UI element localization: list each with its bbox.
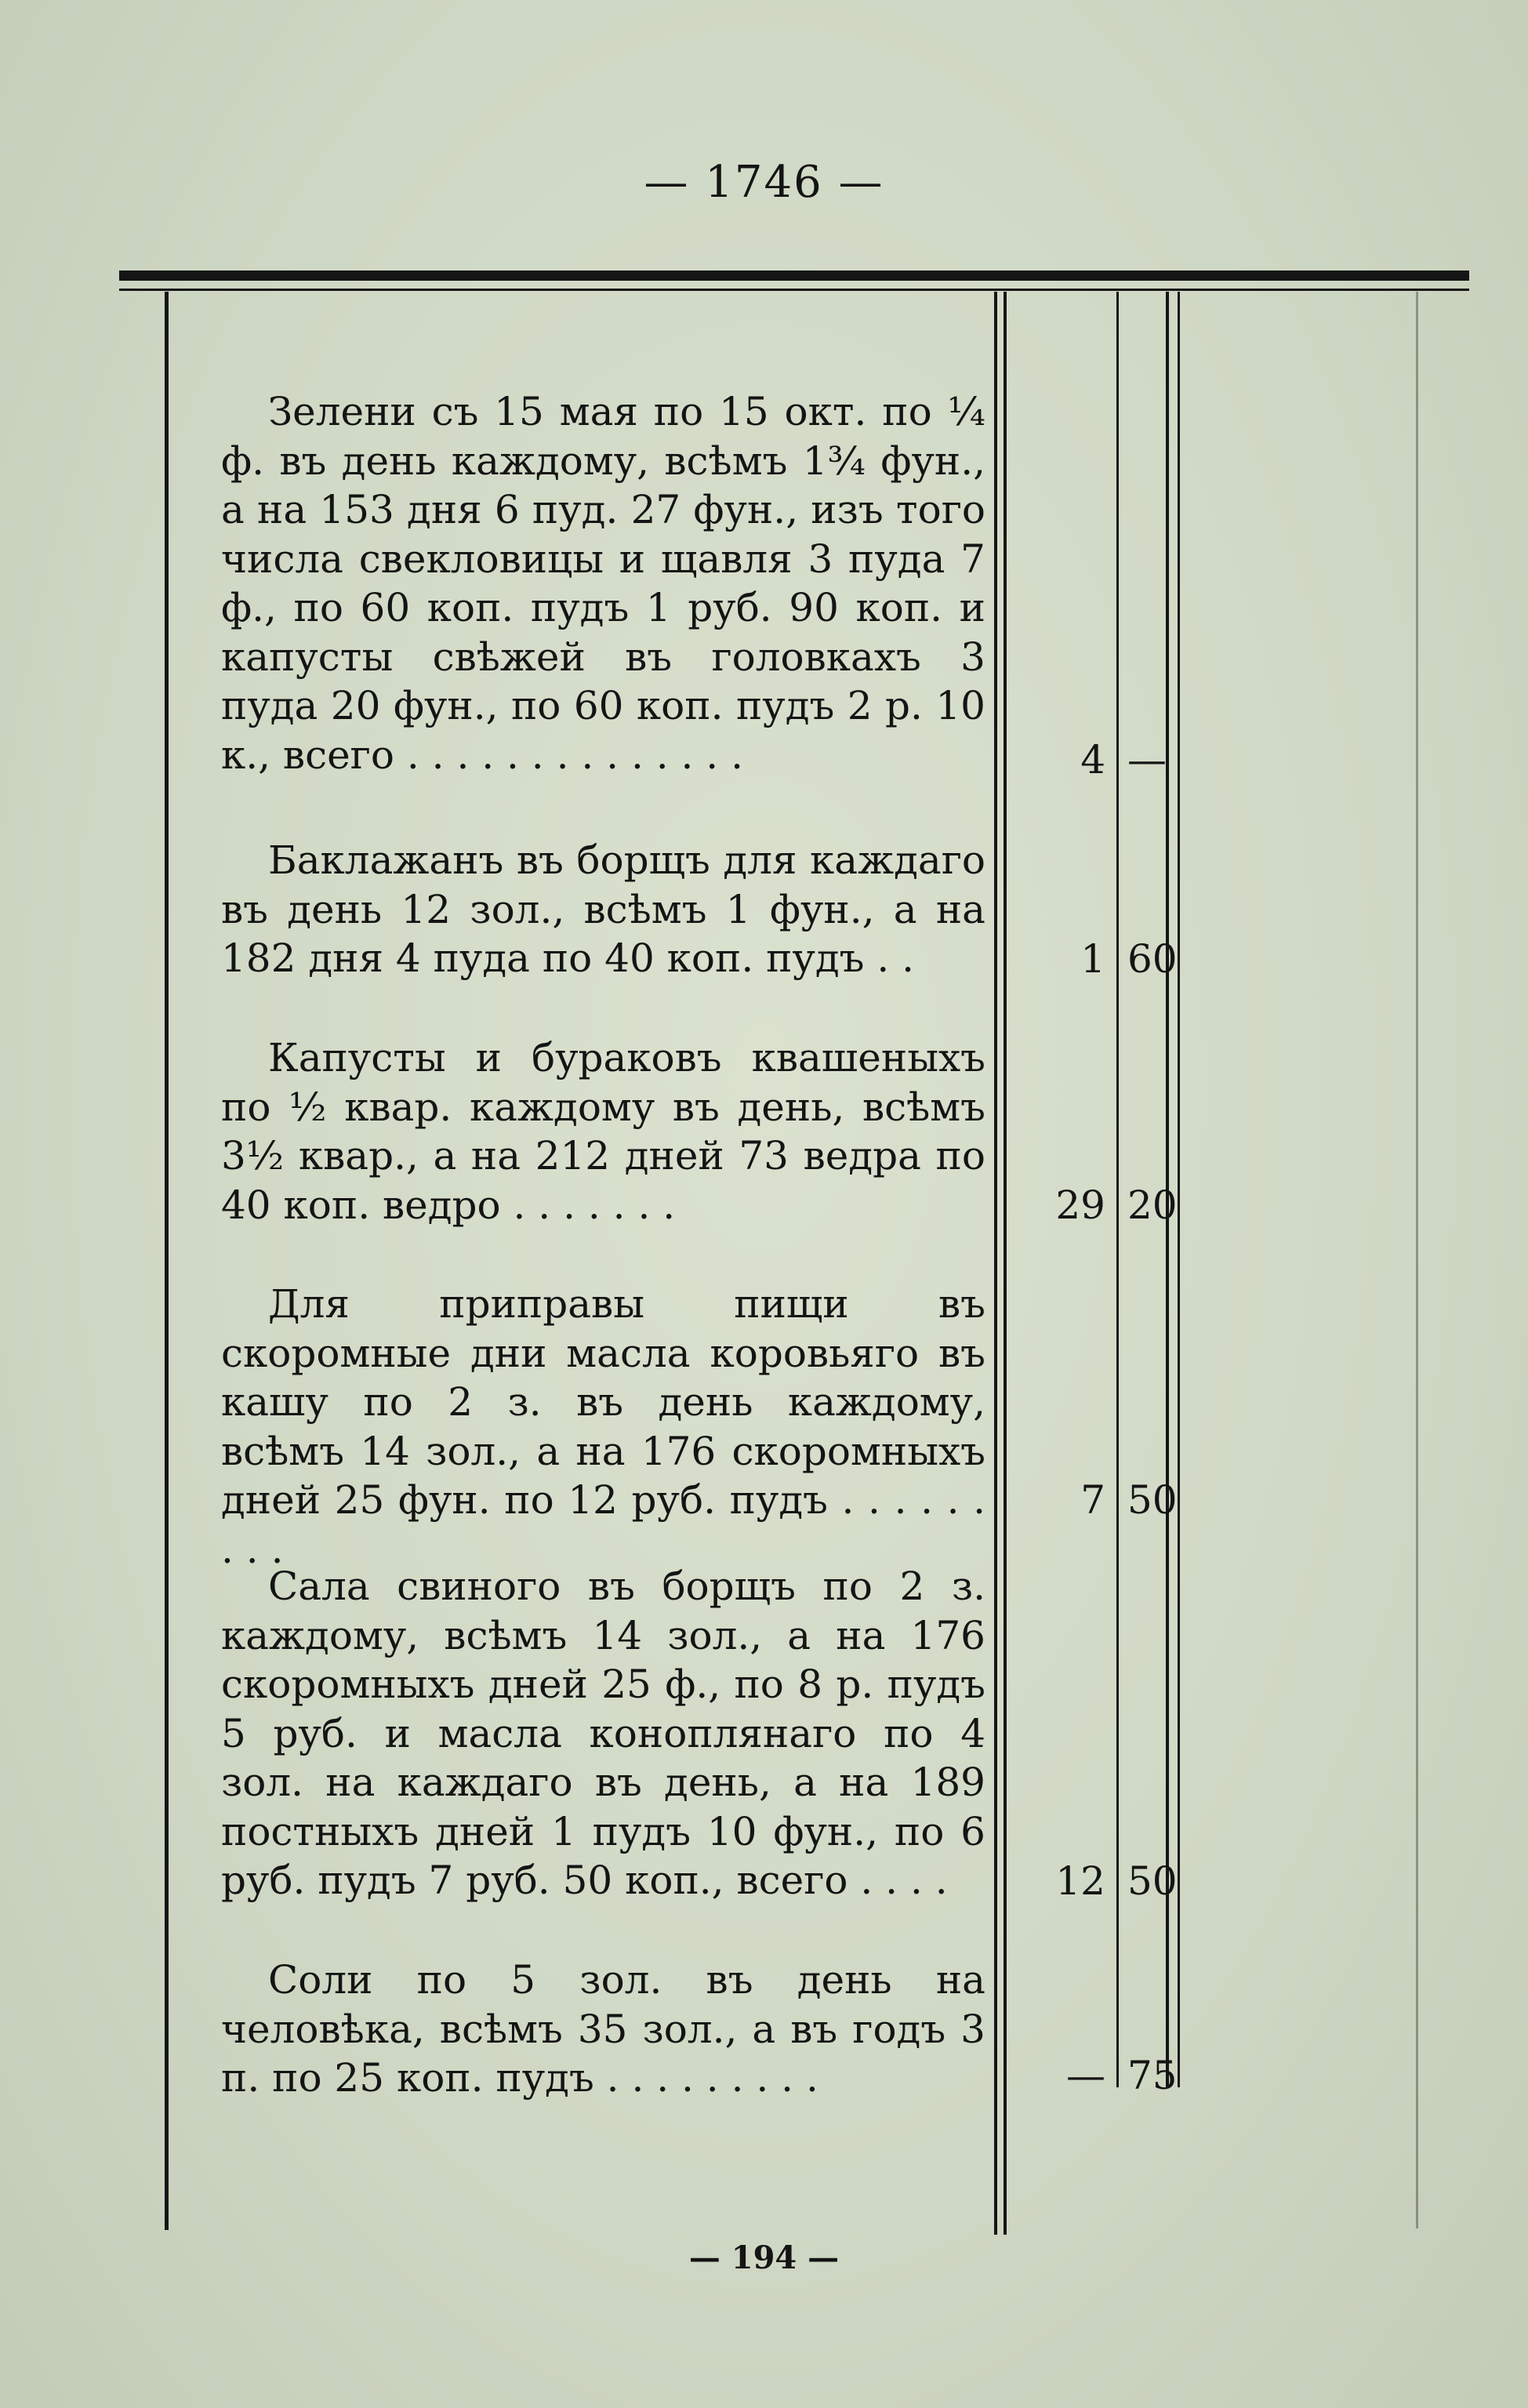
right-border-line: [1416, 292, 1418, 2228]
ledger-entry: [221, 1562, 985, 1905]
entry-kopecks: 50: [1127, 1858, 1178, 1904]
entry-text: Капусты и бураковъ квашеныхъ по ½ квар. каждому въ день, всѣмъ 3½ квар., а на 212 дней 73 ведра по 40 коп. ведро . . . . . . .: [221, 1035, 985, 1228]
entry-text: Зелени съ 15 мая по 15 окт. по ¼ ф. въ день каждому, всѣмъ 1¾ фун., а на 153 дня 6 пуд. 27 фун., изъ того числа свекловицы и щавля 3 пуда 7 ф., по 60 коп. пудъ 1 руб. 90 коп. и капусты свѣжей въ головкахъ 3 пуда 20 фун., по 60 коп. пудъ 2 р. 10 к., всего . . . . . . . . . . . . . .: [221, 389, 985, 778]
rubles-column-rule: [1116, 292, 1119, 2087]
entry-rubles: 1: [1080, 936, 1105, 982]
header-rule-thin: [119, 289, 1469, 291]
ledger-entry: [221, 387, 985, 779]
entry-rubles: 12: [1055, 1858, 1105, 1904]
ledger-entry: [221, 836, 985, 983]
entry-rubles: 4: [1080, 737, 1105, 783]
ledger-entry: [221, 1280, 985, 1574]
entry-rubles: —: [1066, 2053, 1105, 2098]
page-number: — 1746 —: [644, 157, 884, 208]
entry-text: Баклажанъ въ борщъ для каждаго въ день 12 зол., всѣмъ 1 фун., а на 182 дня 4 пуда по 40 коп. пудъ . .: [221, 837, 985, 981]
ledger-entry: [221, 1033, 985, 1229]
entry-kopecks: 50: [1127, 1477, 1178, 1523]
entry-rubles: 7: [1080, 1477, 1105, 1523]
sheet-number: — 194 —: [688, 2239, 840, 2276]
entry-kopecks: —: [1127, 737, 1167, 783]
ledger-entry: [221, 1956, 985, 2103]
entry-text: Для приправы пищи въ скоромные дни масла коровьяго въ кашу по 2 з. въ день каждому, всѣмъ 14 зол., а на 176 скоромныхъ дней 25 фун. по 12 руб. пудъ . . . . . . . . .: [221, 1281, 985, 1572]
left-border-line: [165, 292, 169, 2230]
entry-text: Сала свиного въ борщъ по 2 з. каждому, всѣмъ 14 зол., а на 176 скоромныхъ дней 25 ф., по 8 р. пудъ 5 руб. и масла коноплянаго по 4 зол. на каждаго въ день, а на 189 постныхъ дней 1 пудъ 10 фун., по 6 руб. пудъ 7 руб. 50 коп., всего . . . .: [221, 1564, 985, 1903]
entry-kopecks: 20: [1127, 1182, 1178, 1228]
entry-kopecks: 60: [1127, 936, 1178, 982]
entry-kopecks: 75: [1127, 2053, 1178, 2098]
text-column-divider-inner: [1004, 292, 1007, 2235]
header-rule-thick: [119, 271, 1469, 281]
text-column-divider: [994, 292, 997, 2235]
entry-rubles: 29: [1055, 1182, 1105, 1228]
entry-text: Соли по 5 зол. въ день на человѣка, всѣмъ 35 зол., а въ годъ 3 п. по 25 коп. пудъ . . . . . . . . .: [221, 1957, 985, 2101]
